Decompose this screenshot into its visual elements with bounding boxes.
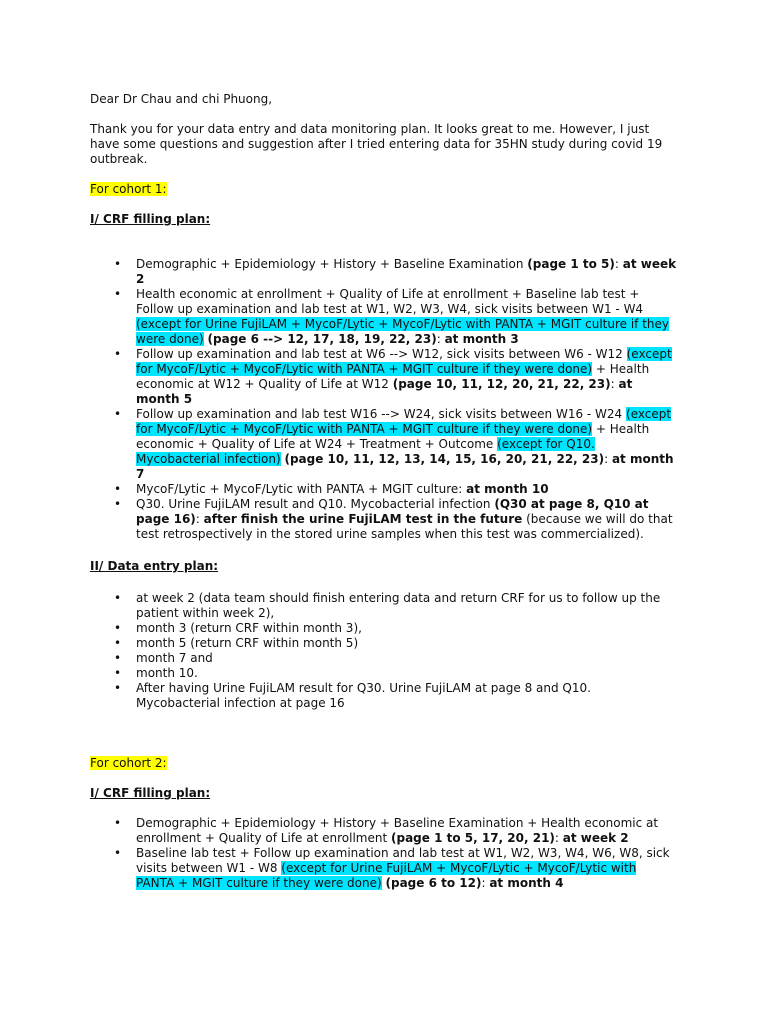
intro-paragraph: Thank you for your data entry and data monitoring plan. It looks great to me. However, I just have some questions and suggestion after I tried entering data for 35HN study during covid 19 outbreak. xyxy=(90,122,663,166)
list-item xyxy=(136,482,678,497)
list-item xyxy=(136,287,678,347)
text-segment: Follow up examination and lab test at W6 --> W12, sick visits between W6 - W12 xyxy=(136,347,627,361)
list-item: • month 7 and xyxy=(136,651,678,666)
list-item: • month 10. xyxy=(136,666,678,681)
list-item: • at week 2 (data team should finish entering data and return CRF for us to follow up the patient within week 2), xyxy=(136,591,678,621)
text-segment: : xyxy=(195,512,204,526)
cohort2-title: For cohort 2: xyxy=(90,756,167,770)
text-segment: : xyxy=(604,452,612,466)
list-item xyxy=(136,257,678,287)
highlighted-text: (except for Q10. Mycobacterial infection) xyxy=(136,437,595,466)
bold-text: at month 7 xyxy=(136,452,674,481)
text-segment: Health economic at enrollment + Quality of Life at enrollment + Baseline lab test + Follow up examination and lab test at W1, W2, W3, W4, sick visits between W1 - W4 xyxy=(136,287,644,316)
text-segment: Q30. Urine FujiLAM result and Q10. Mycobacterial infection xyxy=(136,497,495,511)
highlighted-text: (except for MycoF/Lytic + MycoF/Lytic with PANTA + MGIT culture if they were done) xyxy=(136,347,672,376)
text-segment: + Health economic at W12 + Quality of Life at W12 xyxy=(136,362,650,391)
cohort2-crf-heading: I/ CRF filling plan: xyxy=(90,786,211,800)
bold-text: after finish the urine FujiLAM test in the future xyxy=(203,512,523,526)
bold-text: at month 10 xyxy=(466,482,549,496)
highlighted-text: (except for Urine FujiLAM + MycoF/Lytic + MycoF/Lytic with PANTA + MGIT culture if they were done) xyxy=(136,317,670,346)
cohort1-entry-list xyxy=(90,591,678,711)
text-segment: Follow up examination and lab test W16 --> W24, sick visits between W16 - W24 xyxy=(136,407,627,421)
text-segment: : xyxy=(481,876,490,890)
cohort1-crf-list xyxy=(90,257,678,542)
text-segment: : xyxy=(614,257,623,271)
text-segment: MycoF/Lytic + MycoF/Lytic with PANTA + MGIT culture: xyxy=(136,482,467,496)
bold-text: (page 6 --> 12, 17, 18, 19, 22, 23) xyxy=(207,332,437,346)
text-segment: : xyxy=(554,831,563,845)
bold-text: (page 1 to 5, 17, 20, 21) xyxy=(391,831,555,845)
list-item: • month 5 (return CRF within month 5) xyxy=(136,636,678,651)
bold-text: (page 10, 11, 12, 13, 14, 15, 16, 20, 21, 22, 23) xyxy=(284,452,605,466)
list-item xyxy=(136,846,678,891)
bold-text: (page 10, 11, 12, 20, 21, 22, 23) xyxy=(392,377,611,391)
list-item xyxy=(136,816,678,846)
bold-text: at week 2 xyxy=(562,831,629,845)
text-segment: (because we will do that test retrospectively in the stored urine samples when this test was commercialized). xyxy=(136,512,673,541)
bold-text: at month 5 xyxy=(136,377,633,406)
text-segment: Demographic + Epidemiology + History + Baseline Examination xyxy=(136,257,528,271)
list-item xyxy=(136,497,678,542)
cohort2-crf-list xyxy=(90,816,678,891)
bold-text: at week 2 xyxy=(136,257,677,286)
list-item: • After having Urine FujiLAM result for Q30. Urine FujiLAM at page 8 and Q10. Mycobacterial infection at page 16 xyxy=(136,681,678,711)
text-segment: : xyxy=(610,377,619,391)
text-segment: + Health economic + Quality of Life at W24 + Treatment + Outcome xyxy=(136,422,650,451)
list-item xyxy=(136,407,678,482)
greeting: Dear Dr Chau and chi Phuong, xyxy=(90,92,273,106)
bold-text: (page 1 to 5) xyxy=(527,257,615,271)
cohort1-entry-heading: II/ Data entry plan: xyxy=(90,559,219,573)
bold-text: at month 4 xyxy=(489,876,564,890)
highlighted-text: (except for MycoF/Lytic + MycoF/Lytic with PANTA + MGIT culture if they were done) xyxy=(136,407,672,436)
highlighted-text: (except for Urine FujiLAM + MycoF/Lytic + MycoF/Lytic with PANTA + MGIT culture if they were done) xyxy=(136,861,637,890)
bold-text: at month 3 xyxy=(444,332,519,346)
text-segment: : xyxy=(436,332,445,346)
text-segment: Demographic + Epidemiology + History + Baseline Examination + Health economic at enrollment + Quality of Life at enrollment xyxy=(136,816,659,845)
cohort1-title: For cohort 1: xyxy=(90,182,167,196)
text-segment: Baseline lab test + Follow up examination and lab test at W1, W2, W3, W4, W6, W8, sick visits between W1 - W8 xyxy=(136,846,670,875)
list-item xyxy=(136,347,678,407)
cohort1-crf-heading: I/ CRF filling plan: xyxy=(90,212,211,226)
bold-text: (Q30 at page 8, Q10 at page 16) xyxy=(136,497,649,526)
list-item: • month 3 (return CRF within month 3), xyxy=(136,621,678,636)
bold-text: (page 6 to 12) xyxy=(385,876,482,890)
